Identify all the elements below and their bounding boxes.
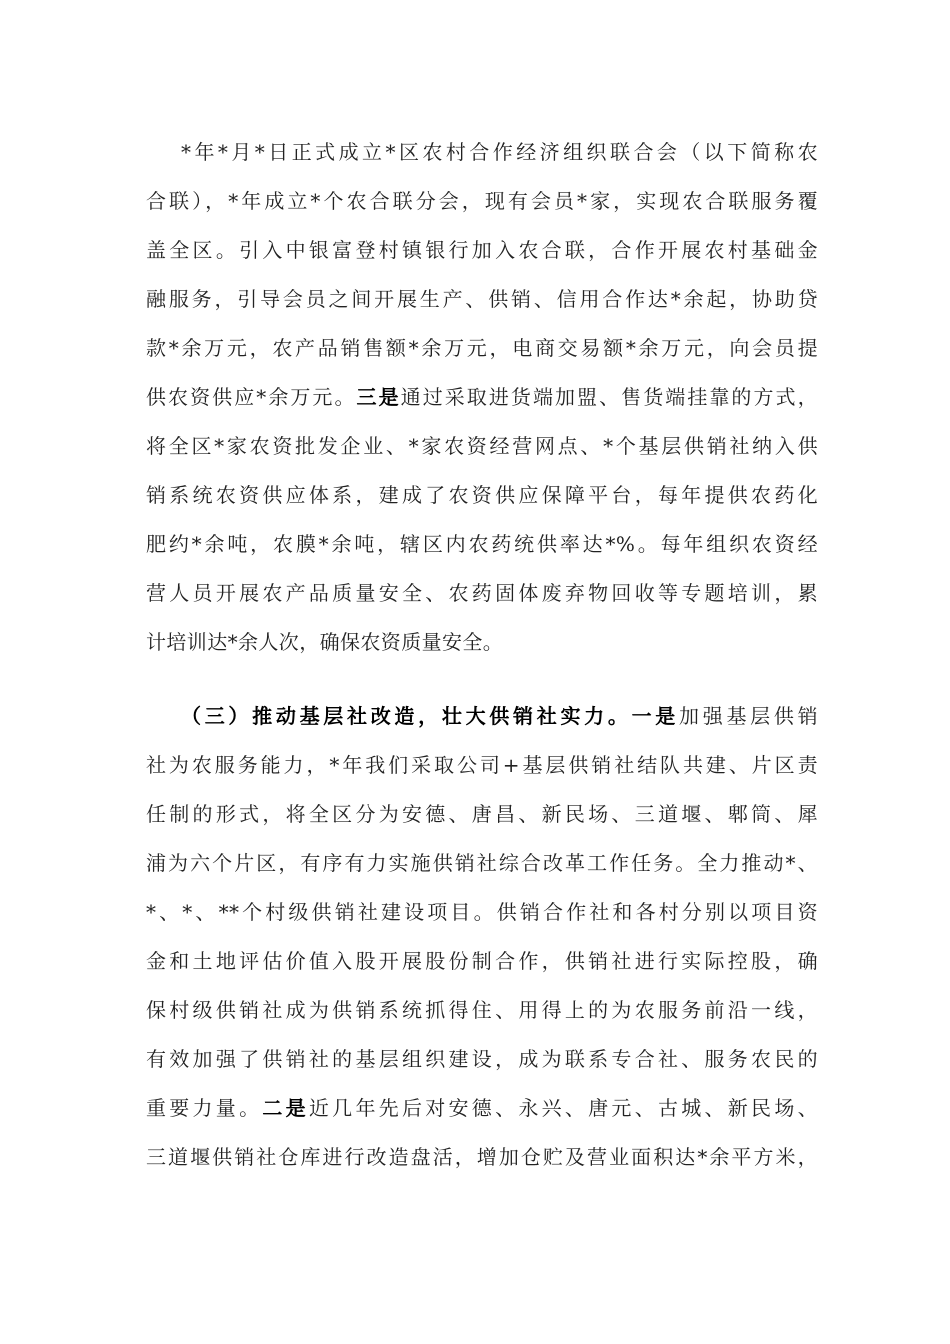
p1-line-6-post: 通过采取进货端加盟、售货端挂靠的方式， [400,385,818,409]
p2-line-7: 保村级供销社成为供销系统抓得住、用得上的为农服务前沿一线， [146,998,818,1022]
p2-line-9-pre: 重要力量。 [146,1096,263,1120]
p1-line-4: 融服务，引导会员之间开展生产、供销、信用合作达*余起，协助贷 [146,287,818,311]
p2-line-6: 金和土地评估价值入股开展股份制合作，供销社进行实际控股，确 [146,949,818,973]
p2-heading: （三）推动基层社改造，壮大供销社实力。一是 [181,704,680,728]
p1-line-7: 将全区*家农资批发企业、*家农资经营网点、*个基层供销社纳入供 [146,434,818,458]
p2-line-9-bold: 二是 [262,1096,309,1120]
p2-line-9-post: 近几年先后对安德、永兴、唐元、古城、新民场、 [308,1096,818,1120]
paragraph-1 [146,138,818,656]
p1-line-8: 销系统农资供应体系，建成了农资供应保障平台，每年提供农药化 [146,483,818,507]
p1-line-9: 肥约*余吨，农膜*余吨，辖区内农药统供率达*%。每年组织农资经 [146,532,818,556]
p2-line-10: 三道堰供销社仓库进行改造盘活，增加仓贮及营业面积达*余平方米， [146,1145,818,1169]
p1-line-6-bold: 三是 [356,385,401,409]
p1-line-3: 盖全区。引入中银富登村镇银行加入农合联，合作开展农村基础金 [146,238,818,262]
p1-line-2: 合联），*年成立*个农合联分会，现有会员*家，实现农合联服务覆 [146,189,818,213]
paragraph-2 [146,702,818,1171]
p1-line-1: *年*月*日正式成立*区农村合作经济组织联合会（以下简称农 [181,140,818,164]
p2-line-3: 任制的形式，将全区分为安德、唐昌、新民场、三道堰、郫筒、犀 [146,802,818,826]
p2-heading-post: 加强基层供销 [679,704,818,728]
p1-line-6-pre: 供农资供应*余万元。 [146,385,357,409]
p2-line-9 [146,1094,818,1122]
p1-line-10: 营人员开展农产品质量安全、农药固体废弃物回收等专题培训，累 [146,581,818,605]
p2-line-4: 浦为六个片区，有序有力实施供销社综合改革工作任务。全力推动*、 [146,851,818,875]
p2-line-1 [146,702,818,730]
p1-line-11: 计培训达*余人次，确保农资质量安全。 [146,630,504,654]
p2-line-2: 社为农服务能力，*年我们采取公司+基层供销社结队共建、片区责 [146,753,818,777]
p2-line-5: *、*、**个村级供销社建设项目。供销合作社和各村分别以项目资 [146,900,818,924]
p1-line-6 [146,383,818,411]
p1-line-5: 款*余万元，农产品销售额*余万元，电商交易额*余万元，向会员提 [146,336,818,360]
p2-line-8: 有效加强了供销社的基层组织建设，成为联系专合社、服务农民的 [146,1047,818,1071]
